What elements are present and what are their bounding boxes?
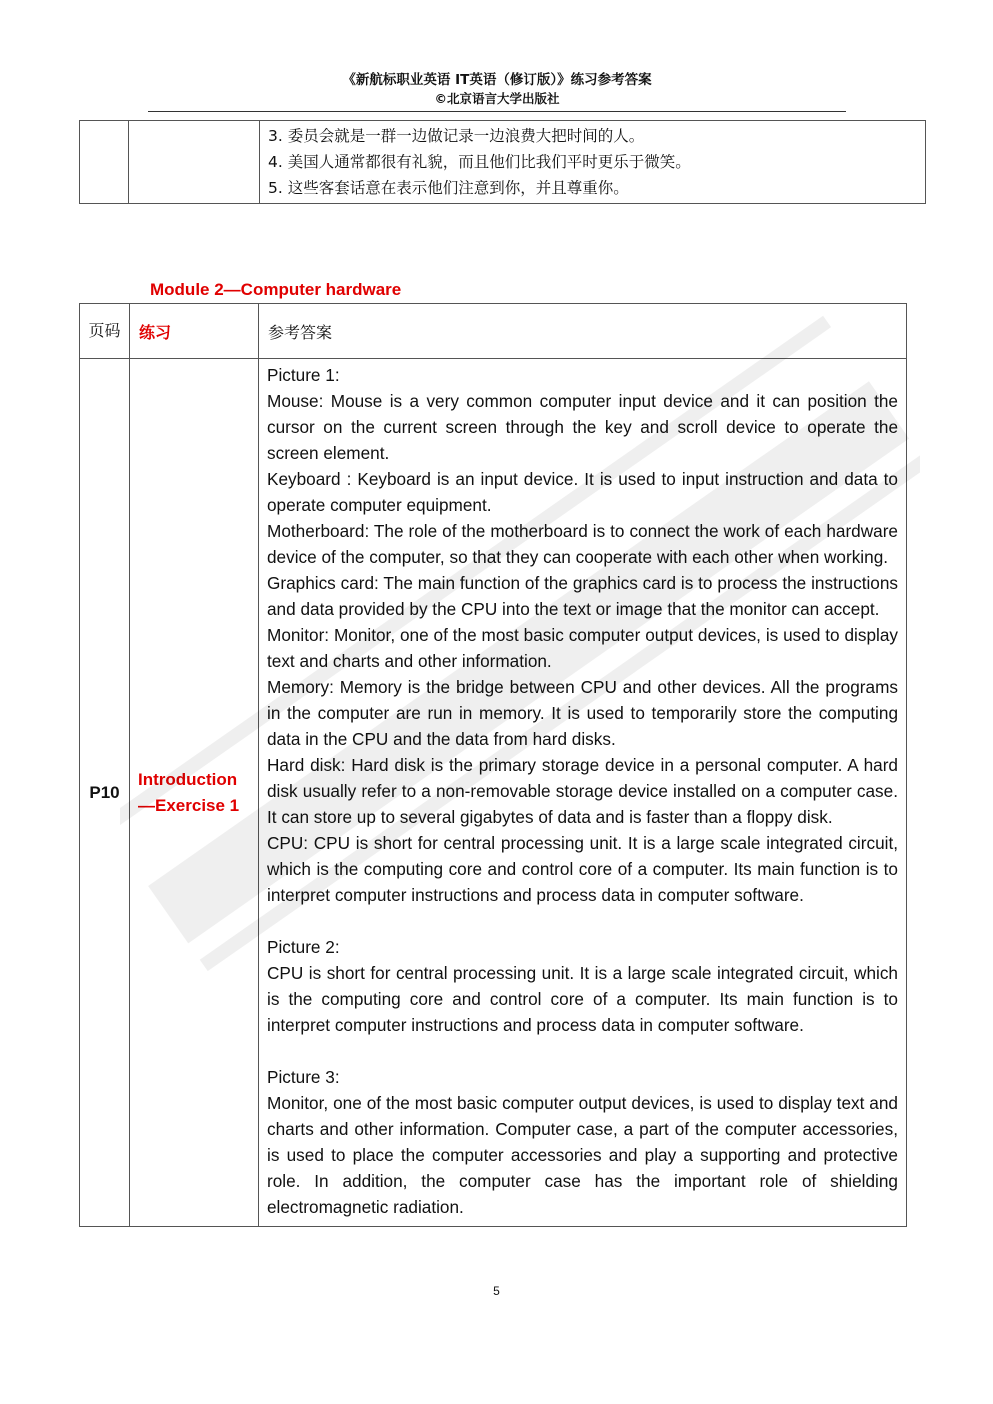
answer-spacer bbox=[267, 1038, 898, 1064]
book-title: 《新航标职业英语 IT英语（修订版）》练习参考答案 bbox=[342, 72, 652, 88]
prev-exercise-cell bbox=[129, 121, 260, 204]
page-header bbox=[148, 70, 846, 108]
publisher-line: ©北京语言大学出版社 bbox=[434, 91, 560, 106]
answer-paragraph: Keyboard : Keyboard is an input device. It is used to input instruction and data to operate computer equipment. bbox=[267, 469, 898, 515]
answer-paragraph: Picture 1: bbox=[267, 365, 340, 385]
answer-paragraph: Hard disk: Hard disk is the primary storage device in a personal computer. A hard disk usually refer to a non-removable storage device installed on a computer case. It can store up to several gigabytes of data and is faster than a floppy disk. bbox=[267, 755, 898, 827]
previous-module-table bbox=[79, 120, 926, 204]
table-header-row bbox=[80, 304, 907, 359]
header-exercise: 练习 bbox=[130, 304, 259, 359]
module-heading: Module 2—Computer hardware bbox=[150, 280, 402, 299]
prev-answer-line: 4. 美国人通常都很有礼貌，而且他们比我们平时更乐于微笑。 bbox=[268, 153, 691, 171]
header-page: 页码 bbox=[80, 304, 130, 359]
answer-paragraph: Monitor: Monitor, one of the most basic computer output devices, is used to display text and charts and other information. bbox=[267, 625, 898, 671]
row-page: P10 bbox=[80, 359, 130, 1227]
prev-answer-cell bbox=[260, 121, 926, 204]
answer-paragraph: Mouse: Mouse is a very common computer input device and it can position the cursor on the current screen through the key and scroll device to operate the screen element. bbox=[267, 391, 898, 463]
answer-paragraph: Picture 3: bbox=[267, 1067, 340, 1087]
answer-paragraph: CPU is short for central processing unit. It is a large scale integrated circuit, which is the computing core and control core of a computer. Its main function is to interpret computer instructions and process data in computer software. bbox=[267, 963, 898, 1035]
prev-answer-line: 3. 委员会就是一群一边做记录一边浪费大把时间的人。 bbox=[268, 127, 645, 145]
row-answer bbox=[259, 359, 907, 1227]
answer-paragraph: CPU: CPU is short for central processing unit. It is a large scale integrated circuit, which is the computing core and control core of a computer. Its main function is to interpret computer instructions and process data in computer software. bbox=[267, 833, 898, 905]
answer-paragraph: Memory: Memory is the bridge between CPU and other devices. All the programs in the computer are run in memory. It is used to temporarily store the computing data in the CPU and the data from hard disks. bbox=[267, 677, 898, 749]
answer-paragraph: Graphics card: The main function of the graphics card is to process the instructions and data provided by the CPU into the text or image that the monitor can accept. bbox=[267, 573, 898, 619]
answer-paragraph: Monitor, one of the most basic computer output devices, is used to display text and charts and other information. Computer case, a part of the computer accessories, is used to place the computer accessories and play a supporting and protective role. In addition, the computer case has the important role of shielding electromagnetic radiation. bbox=[267, 1093, 898, 1217]
header-answer: 参考答案 bbox=[259, 304, 907, 359]
answer-spacer bbox=[267, 908, 898, 934]
prev-page-cell bbox=[80, 121, 129, 204]
page-number: 5 bbox=[493, 1284, 500, 1298]
table-row bbox=[80, 359, 907, 1227]
header-rule bbox=[148, 111, 846, 112]
answer-table bbox=[79, 303, 907, 1227]
answer-paragraph: Picture 2: bbox=[267, 937, 340, 957]
answer-paragraph: Motherboard: The role of the motherboard is to connect the work of each hardware device of the computer, so that they can cooperate with each other when working. bbox=[267, 521, 898, 567]
prev-answer-line: 5. 这些客套话意在表示他们注意到你，并且尊重你。 bbox=[268, 179, 629, 197]
row-exercise: Introduction —Exercise 1 bbox=[130, 359, 259, 1227]
